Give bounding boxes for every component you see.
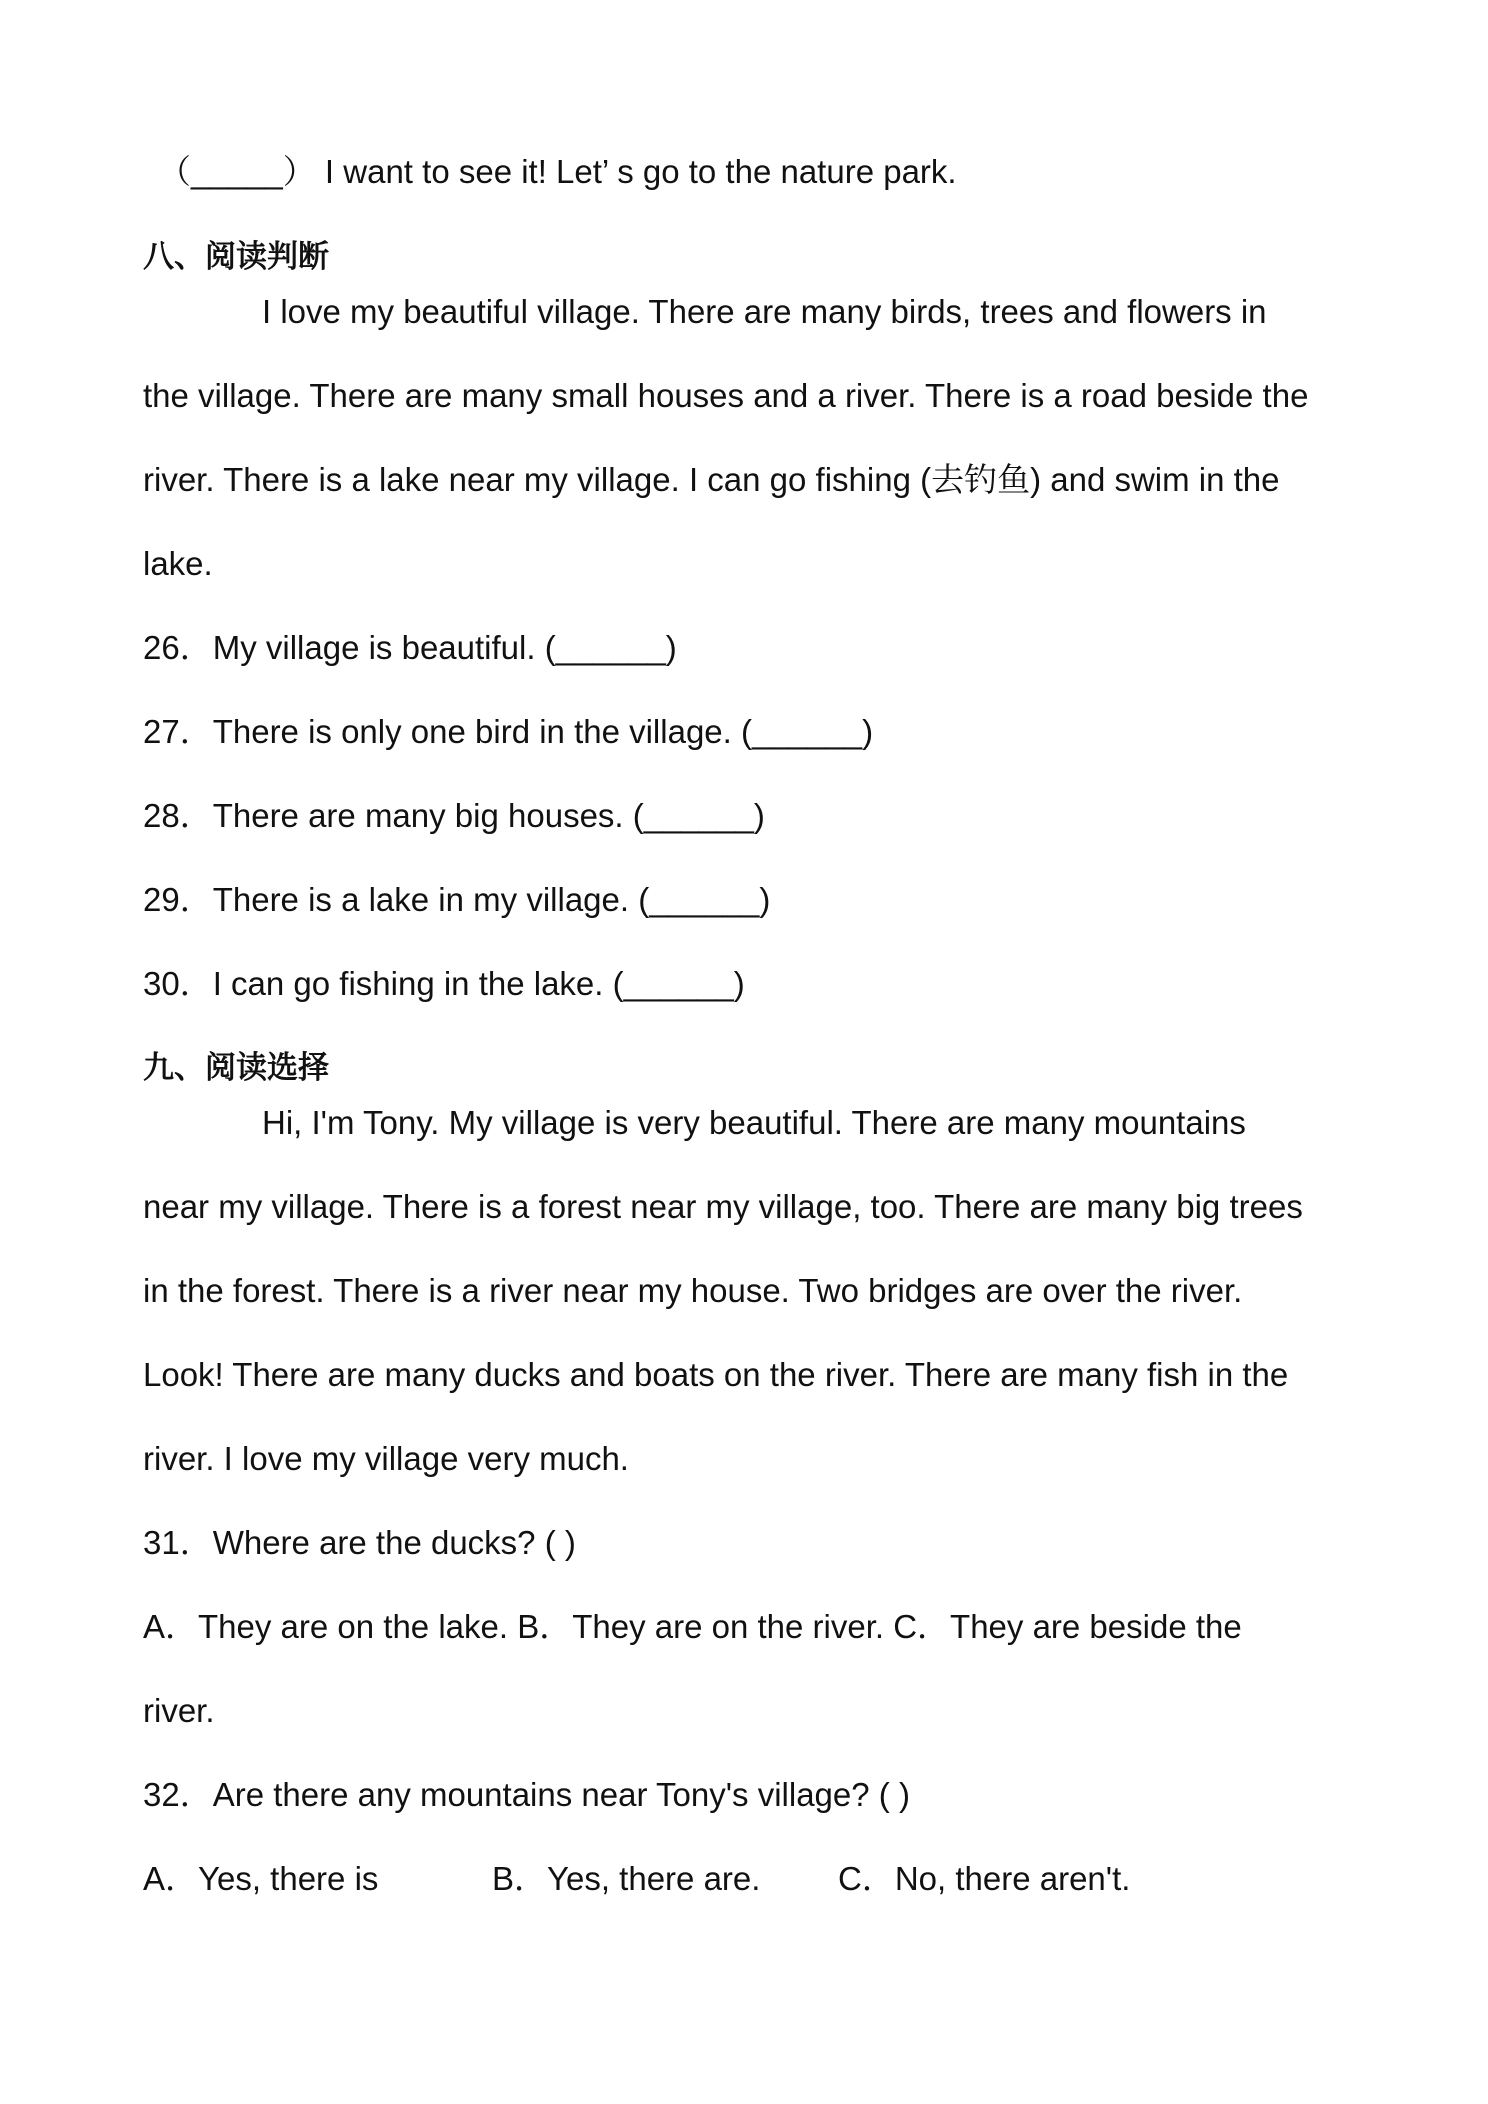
question-32-option-a: A．Yes, there is	[143, 1860, 379, 1897]
passage-line: river. I love my village very much.	[143, 1440, 629, 1477]
section-8-heading: 八、阅读判断	[143, 239, 329, 275]
passage-line: Hi, I'm Tony. My village is very beautiful. There are many mountains	[262, 1104, 1246, 1141]
question-30: 30．I can go fishing in the lake. (______)	[143, 965, 745, 1002]
question-31-options-cont: river.	[143, 1692, 215, 1729]
question-32-option-b: B．Yes, there are.	[492, 1860, 761, 1897]
passage-line: Look! There are many ducks and boats on the river. There are many fish in the	[143, 1356, 1289, 1393]
question-31: 31．Where are the ducks? ( )	[143, 1524, 576, 1561]
question-26: 26．My village is beautiful. (______)	[143, 629, 677, 666]
question-32: 32．Are there any mountains near Tony's village? ( )	[143, 1776, 910, 1813]
question-28: 28．There are many big houses. (______)	[143, 797, 765, 834]
question-27: 27．There is only one bird in the village. (______)	[143, 713, 874, 750]
question-31-options: A．They are on the lake. B．They are on the river. C．They are beside the	[143, 1608, 1242, 1645]
top-line: （_____） I want to see it! Let’ s go to the nature park.	[158, 153, 957, 190]
question-29: 29．There is a lake in my village. (______)	[143, 881, 771, 918]
passage-line: lake.	[143, 545, 213, 582]
passage-line: near my village. There is a forest near my village, too. There are many big trees	[143, 1188, 1303, 1225]
passage-line: the village. There are many small houses and a river. There is a road beside the	[143, 377, 1309, 414]
section-9-heading: 九、阅读选择	[143, 1050, 329, 1086]
question-32-option-c: C．No, there aren't.	[838, 1860, 1131, 1897]
passage-line: in the forest. There is a river near my house. Two bridges are over the river.	[143, 1272, 1243, 1309]
passage-line: river. There is a lake near my village. I can go fishing (去钓鱼) and swim in the	[143, 461, 1280, 498]
passage-line: I love my beautiful village. There are many birds, trees and flowers in	[262, 293, 1267, 330]
